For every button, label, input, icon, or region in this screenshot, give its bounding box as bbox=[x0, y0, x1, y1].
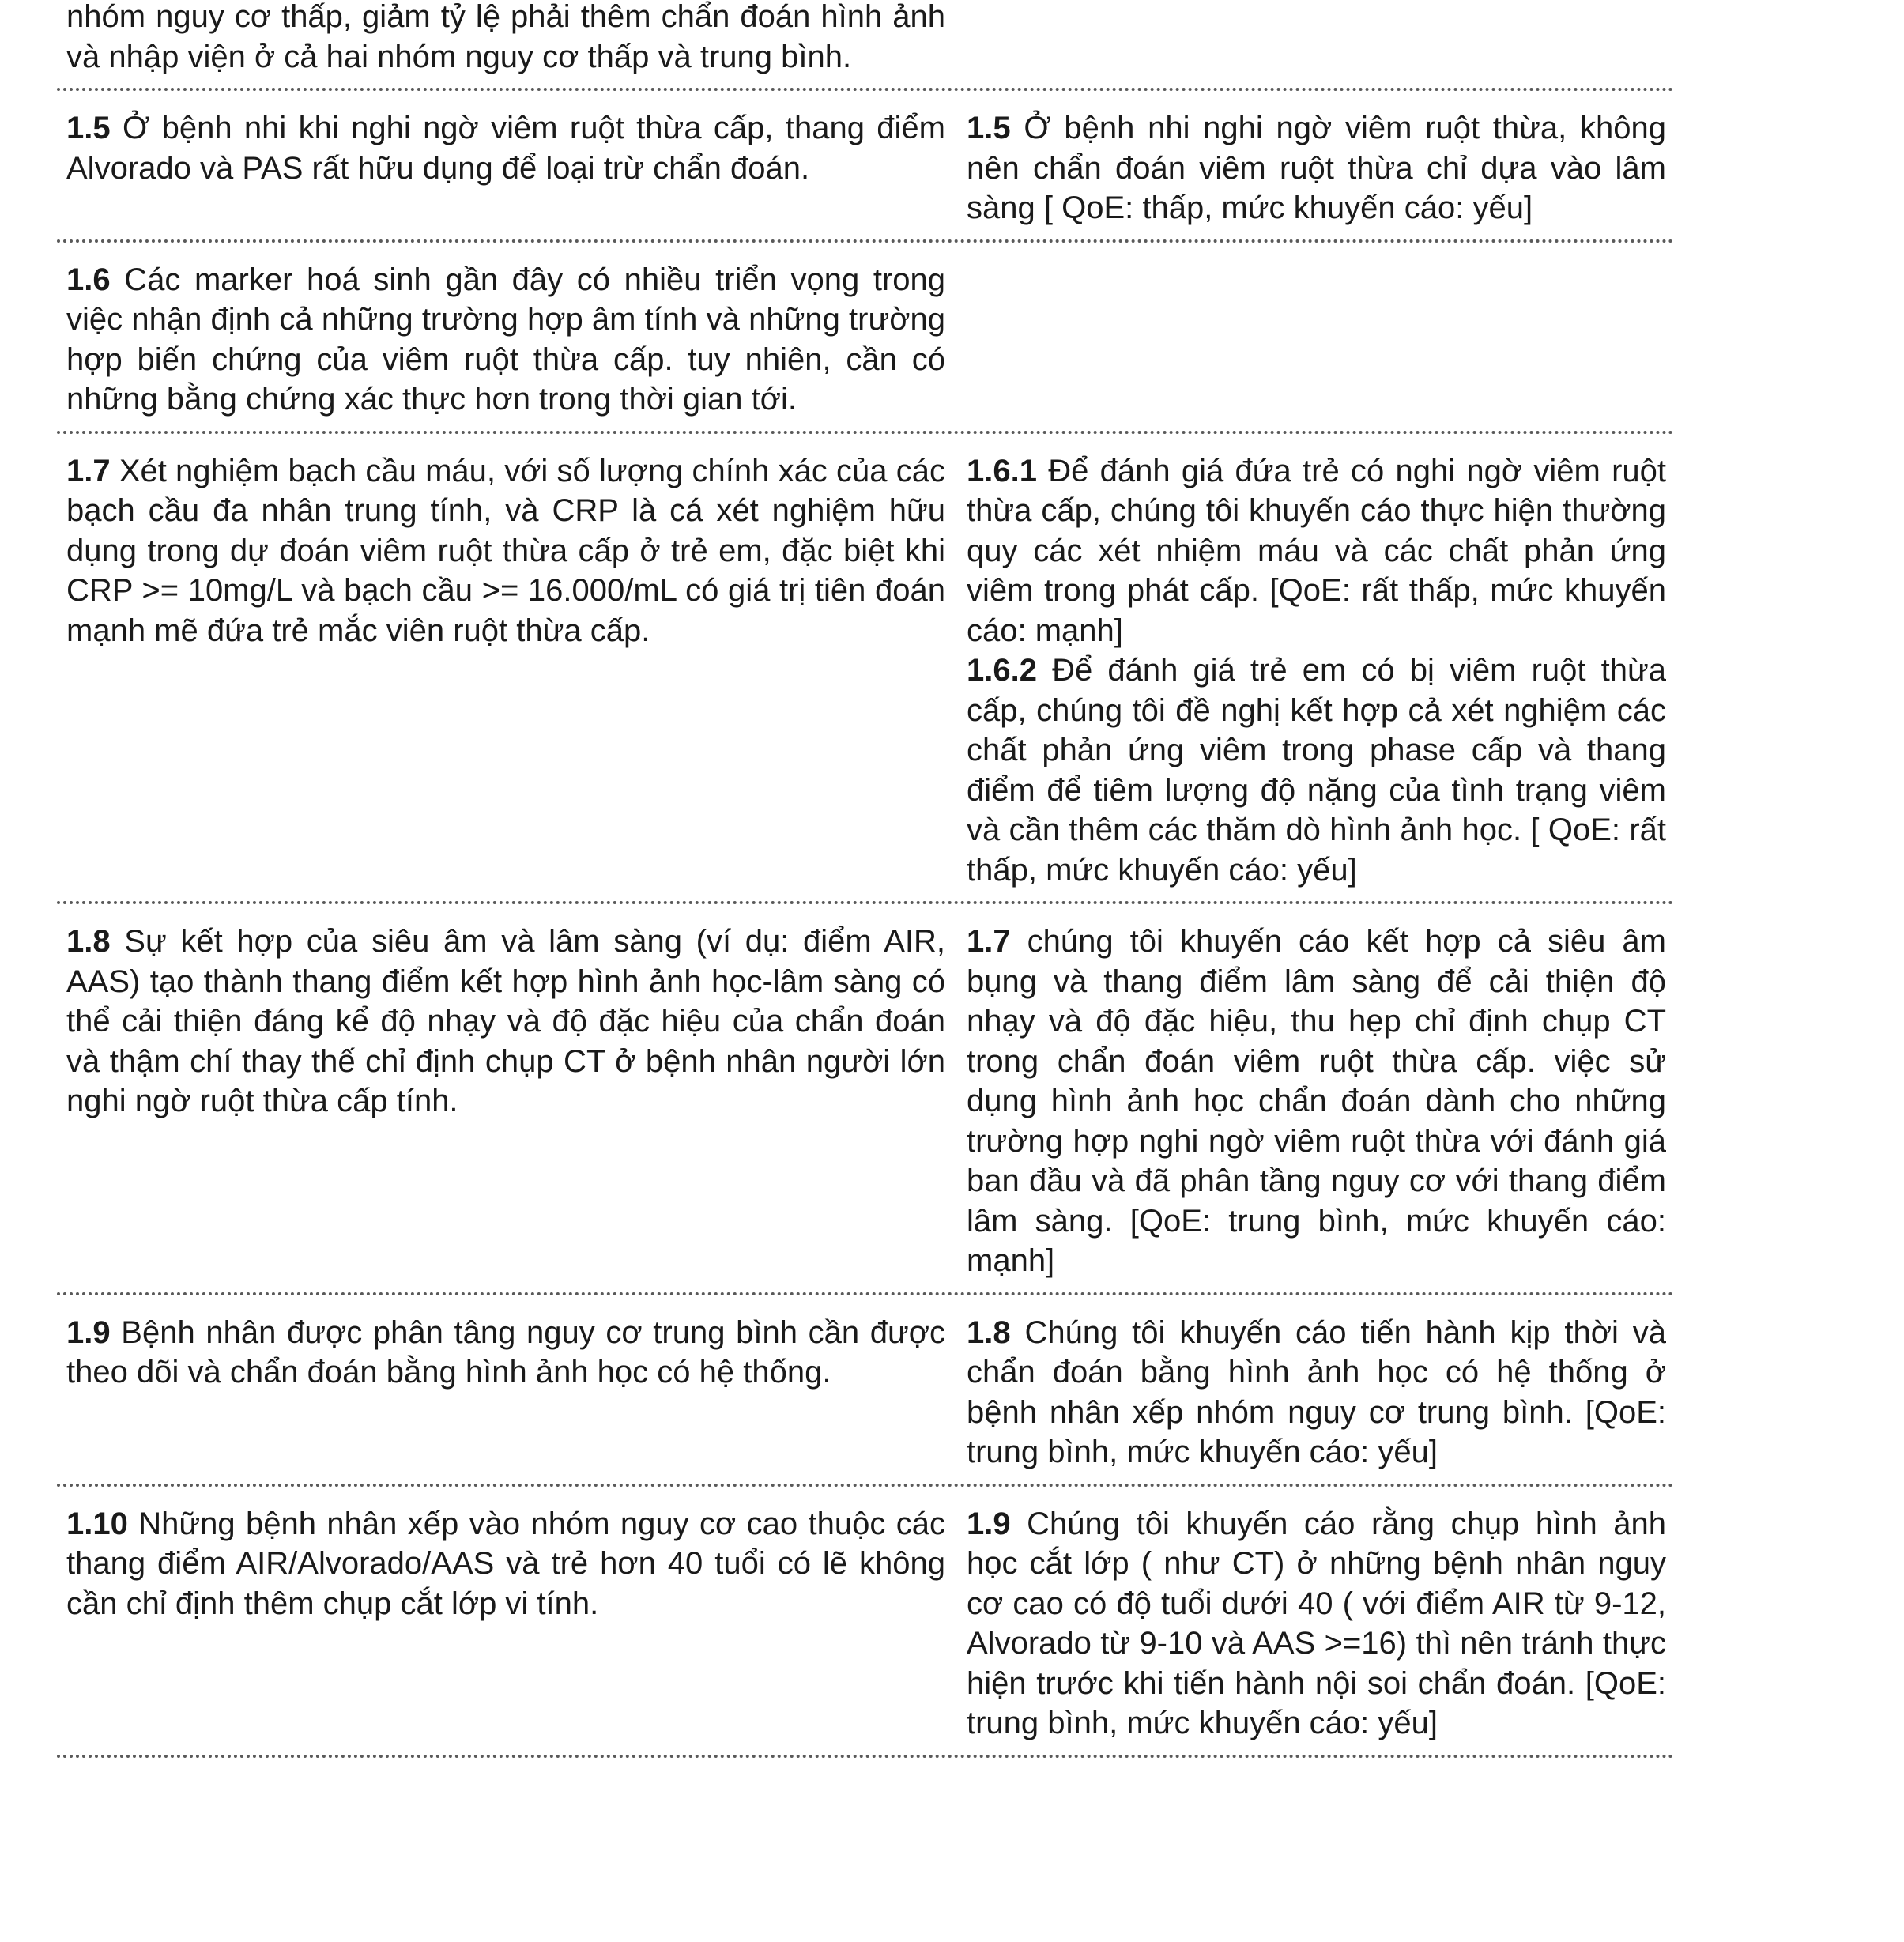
recommendation-text: Ở bệnh nhi nghi ngờ viêm ruột thừa, không nên chẩn đoán viêm ruột thừa chỉ dựa vào lâm sàng [ QoE: thấp, mức khuyến cáo: yếu] bbox=[967, 111, 1666, 225]
recommendation-paragraph bbox=[967, 1313, 1666, 1473]
statement-paragraph bbox=[66, 108, 945, 188]
statement-text: Bệnh nhân được phân tâng nguy cơ trung bình cần được theo dõi và chẩn đoán bằng hình ảnh học có hệ thống. bbox=[66, 1314, 945, 1390]
recommendation-number: 1.5 bbox=[967, 111, 1011, 145]
table-row bbox=[57, 243, 1674, 434]
statement-paragraph bbox=[66, 1504, 945, 1624]
recommendation-cell bbox=[967, 922, 1674, 1281]
table-row bbox=[57, 91, 1674, 243]
recommendation-cell bbox=[967, 1313, 1674, 1473]
statement-paragraph bbox=[66, 451, 945, 651]
recommendation-text: Để đánh giá đứa trẻ có nghi ngờ viêm ruột thừa cấp, chúng tôi khuyến cáo thực hiện thường quy các xét nhiệm máu và các chất phản ứng viêm trong phát cấp. [QoE: rất thấp, mức khuyến cáo: mạnh] bbox=[967, 453, 1666, 648]
table-row bbox=[57, 434, 1674, 905]
recommendation-text: chúng tôi khuyến cáo kết hợp cả siêu âm bụng và thang điểm lâm sàng để cải thiện độ nhạy và độ đặc hiệu, thu hẹp chỉ định chụp CT trong chẩn đoán viêm ruột thừa cấp. việc sử dụng hình ảnh học chẩn đoán dành cho những trường hợp nghi ngờ viêm ruột thừa với đánh giá ban đầu và đã phân tầng nguy cơ với thang điểm lâm sàng. [QoE: trung bình, mức khuyến cáo: mạnh] bbox=[967, 924, 1666, 1278]
statement-cell bbox=[57, 108, 945, 228]
statement-cell bbox=[57, 0, 945, 77]
recommendation-table bbox=[57, 0, 1674, 1758]
statement-number: 1.7 bbox=[66, 453, 111, 488]
statement-cell bbox=[57, 260, 945, 420]
statement-paragraph bbox=[66, 260, 945, 420]
statement-text: Sự kết hợp của siêu âm và lâm sàng (ví dụ: điểm AIR, AAS) tạo thành thang điểm kết hợp hình ảnh học-lâm sàng có thể cải thiện đáng kể độ nhạy và độ đặc hiệu của chẩn đoán và thậm chí thay thế chỉ định chụp CT ở bệnh nhân người lớn nghi ngờ ruột thừa cấp tính. bbox=[66, 924, 945, 1118]
statement-paragraph bbox=[66, 1313, 945, 1393]
recommendation-paragraph bbox=[967, 108, 1666, 228]
statement-number: 1.8 bbox=[66, 924, 111, 959]
recommendation-cell bbox=[967, 108, 1674, 228]
recommendation-number: 1.7 bbox=[967, 924, 1011, 959]
statement-number: 1.10 bbox=[66, 1506, 128, 1541]
statement-cell bbox=[57, 1504, 945, 1744]
statement-number: 1.9 bbox=[66, 1314, 111, 1350]
statement-cell bbox=[57, 1313, 945, 1473]
recommendation-number: 1.8 bbox=[967, 1314, 1011, 1350]
table-row bbox=[57, 904, 1674, 1295]
table-row bbox=[57, 1487, 1674, 1758]
recommendation-cell bbox=[967, 451, 1674, 891]
statement-text: Những bệnh nhân xếp vào nhóm nguy cơ cao thuộc các thang điểm AIR/Alvorado/AAS và trẻ hơn 40 tuổi có lẽ không cần chỉ định thêm chụp cắt lớp vi tính. bbox=[66, 1506, 945, 1621]
recommendation-paragraph bbox=[967, 1504, 1666, 1744]
recommendation-number: 1.9 bbox=[967, 1506, 1011, 1541]
recommendation-cell bbox=[967, 1504, 1674, 1744]
table-row bbox=[57, 1295, 1674, 1487]
statement-text: Xét nghiệm bạch cầu máu, với số lượng chính xác của các bạch cầu đa nhân trung tính, và CRP là cá xét nghiệm hữu dụng trong dự đoán viêm ruột thừa cấp ở trẻ em, đặc biệt khi CRP >= 10mg/L và bạch cầu >= 16.000/mL có giá trị tiên đoán mạnh mẽ đứa trẻ mắc viên ruột thừa cấp. bbox=[66, 453, 945, 648]
recommendation-paragraph bbox=[967, 451, 1666, 651]
statement-text: nhóm nguy cơ thấp, giảm tỷ lệ phải thêm chẩn đoán hình ảnh và nhập viện ở cả hai nhóm nguy cơ thấp và trung bình. bbox=[66, 0, 945, 74]
recommendation-paragraph bbox=[967, 650, 1666, 890]
recommendation-paragraph bbox=[967, 922, 1666, 1281]
statement-number: 1.5 bbox=[66, 111, 111, 145]
table-row bbox=[57, 0, 1674, 91]
statement-text: Ở bệnh nhi khi nghi ngờ viêm ruột thừa cấp, thang điểm Alvorado và PAS rất hữu dụng để loại trừ chẩn đoán. bbox=[66, 111, 945, 186]
recommendation-text: Để đánh giá trẻ em có bị viêm ruột thừa cấp, chúng tôi đề nghị kết hợp cả xét nghiệm các chất phản ứng viêm trong phase cấp và thang điểm để tiêm lượng độ nặng của tình trạng viêm và cần thêm các thăm dò hình ảnh học. [ QoE: rất thấp, mức khuyến cáo: yếu] bbox=[967, 653, 1666, 888]
recommendation-number: 1.6.2 bbox=[967, 653, 1037, 688]
recommendation-cell bbox=[967, 0, 1674, 77]
recommendation-cell bbox=[967, 260, 1674, 420]
recommendation-text: Chúng tôi khuyến cáo rằng chụp hình ảnh học cắt lớp ( như CT) ở những bệnh nhân nguy cơ cao có độ tuổi dưới 40 ( với điểm AIR từ 9-12, Alvorado từ 9-10 và AAS >=16) thì nên tránh thực hiện trước khi tiến hành nội soi chẩn đoán. [QoE: trung bình, mức khuyến cáo: yếu] bbox=[967, 1506, 1666, 1740]
statement-number: 1.6 bbox=[66, 262, 111, 297]
statement-paragraph bbox=[66, 922, 945, 1122]
statement-cell bbox=[57, 451, 945, 891]
recommendation-number: 1.6.1 bbox=[967, 453, 1037, 488]
statement-text: Các marker hoá sinh gần đây có nhiều triển vọng trong việc nhận định cả những trường hợp âm tính và những trường hợp biến chứng của viêm ruột thừa cấp. tuy nhiên, cần có những bằng chứng xác thực hơn trong thời gian tới. bbox=[66, 262, 945, 417]
statement-cell bbox=[57, 922, 945, 1281]
recommendation-text: Chúng tôi khuyến cáo tiến hành kịp thời và chẩn đoán bằng hình ảnh học có hệ thống ở bệnh nhân xếp nhóm nguy cơ trung bình. [QoE: trung bình, mức khuyến cáo: yếu] bbox=[967, 1314, 1666, 1469]
